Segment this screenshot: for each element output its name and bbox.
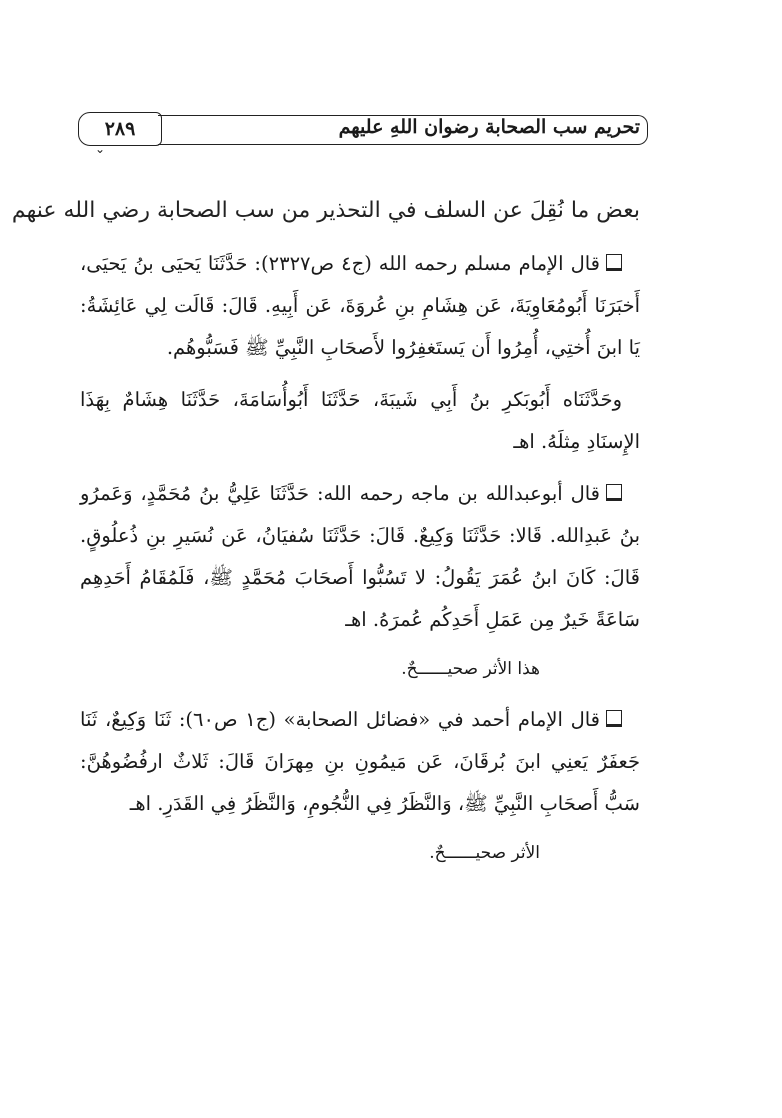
paragraph-text: وحَدَّثَنَاه أَبُوبَكرِ بنُ أَبِي شَيبَةَ، حَدَّثَنَا أَبُوأُسَامَةَ، حَدَّثَنَا هِشَامٌ بِهَذَا الإِسنَادِ مِثلَهُ. اهـ [80, 388, 640, 453]
paragraph-ibn-majah [80, 473, 640, 641]
page-number-box [78, 112, 162, 156]
paragraph-box-icon [606, 710, 622, 727]
paragraph-box-icon [606, 254, 622, 271]
paragraph-text: قال الإمام أحمد في «فضائل الصحابة» (ج١ ص٦٠): ثَنَا وَكِيعٌ، ثَنَا جَعفَرٌ يَعنِي ابنَ بُرقَانَ، عَن مَيمُونِ بنِ مِهرَانَ قَالَ: ثَلاثٌ ارفُضُوهُنَّ: سَبُّ أَصحَابِ النَّبِيِّ ﷺ، وَالنَّظَرُ فِي النُّجُومِ، وَالنَّظَرُ فِي القَدَرِ. اهـ [80, 708, 640, 815]
page-body [11, 198, 640, 883]
scroll-ornament-icon: ⌄ [95, 142, 106, 156]
paragraph-muslim [80, 243, 640, 369]
page-number: ٢٨٩ [104, 118, 136, 140]
authenticity-note: هذا الأثر صحيــــــحٌ. [401, 659, 540, 679]
header-title: تحريم سب الصحابة رضوان اللهِ عليهم [338, 116, 640, 138]
paragraph-text: قال الإمام مسلم رحمه الله (ج٤ ص٢٣٢٧): حَدَّثَنَا يَحيَى بنُ يَحيَى، أَخبَرَنَا أَبُومُعَاوِيَةَ، عَن هِشَامِ بنِ عُروَةَ، عَن أَبِيهِ. قَالَ: قَالَت لِي عَائِشَةُ: يَا ابنَ أُختِي، أُمِرُوا أَن يَستَغفِرُوا لأَصحَابِ النَّبِيِّ ﷺ فَسَبُّوهُم. [80, 252, 640, 359]
paragraph-text: قال أبوعبدالله بن ماجه رحمه الله: حَدَّثَنَا عَلِيُّ بنُ مُحَمَّدٍ، وَعَمرُو بنُ عَبدِالله. قَالا: حَدَّثَنَا وَكِيعٌ. قَالَ: حَدَّثَنَا سُفيَانُ، عَن نُسَيرِ بنِ ذُعلُوقٍ. قَالَ: كَانَ ابنُ عُمَرَ يَقُولُ: لا تَسُبُّوا أَصحَابَ مُحَمَّدٍ ﷺ، فَلَمُقَامُ أَحَدِهِم سَاعَةً خَيرٌ مِن عَمَلِ أَحَدِكُم عُمرَهُ. اهـ [80, 482, 640, 631]
paragraph-box-icon [606, 484, 622, 501]
paragraph-chain [80, 379, 640, 463]
section-heading: بعض ما نُقِلَ عن السلف في التحذير من سب الصحابة رضي الله عنهم [11, 198, 640, 223]
running-header [78, 112, 648, 156]
paragraph-ahmad [80, 699, 640, 825]
authenticity-note: الأثر صحيــــــحٌ. [429, 843, 540, 863]
